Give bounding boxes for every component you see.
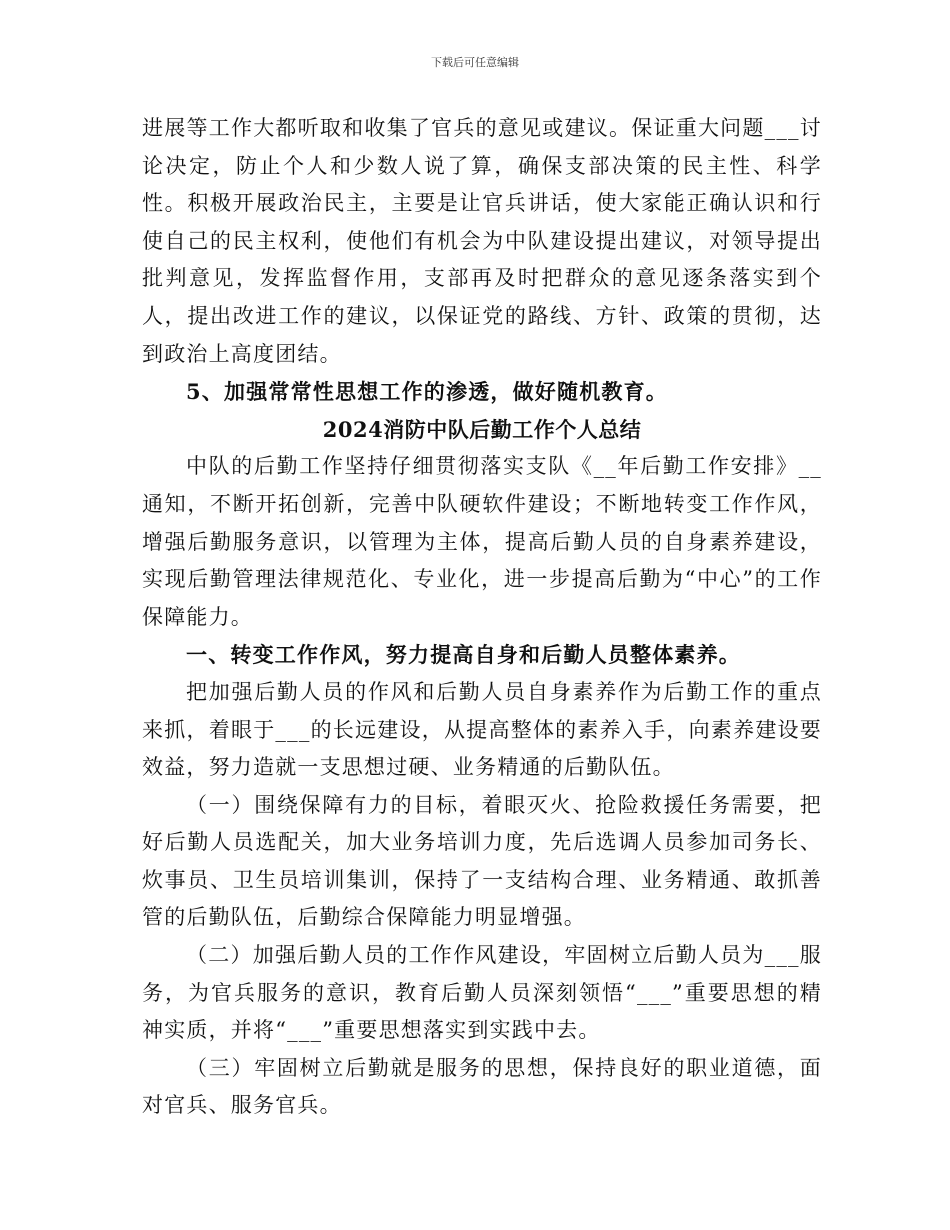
paragraph-sub-1: （一）围绕保障有力的目标，着眼灭火、抢险救援任务需要，把好后勤人员选配关，加大业务培训力度，先后选调人员参加司务长、炊事员、卫生员培训集训，保持了一支结构合理、业务精通、敢抓善管的后勤队伍，后勤综合保障能力明显增强。 <box>142 792 822 930</box>
section-1-heading: 一、转变工作作风，努力提高自身和后勤人员整体素养。 <box>186 642 741 668</box>
paragraph-intro: 中队的后勤工作坚持仔细贯彻落实支队《__年后勤工作安排》__通知，不断开拓创新，完善中队硬软件建设；不断地转变工作作风，增强后勤服务意识，以管理为主体，提高后勤人员的自身素养建设，实现后勤管理法律规范化、专业化，进一步提高后勤为“中心”的工作保障能力。 <box>142 454 822 629</box>
page-header: 下载后可任意编辑 <box>431 56 519 69</box>
paragraph-sub-2: （二）加强后勤人员的工作作风建设，牢固树立后勤人员为___服务，为官兵服务的意识，教育后勤人员深刻领悟“___”重要思想的精神实质，并将“___”重要思想落实到实践中去。 <box>142 943 822 1043</box>
paragraph-sub-3: （三）牢固树立后勤就是服务的思想，保持良好的职业道德，面对官兵、服务官兵。 <box>142 1055 822 1118</box>
paragraph-political-democracy: 进展等工作大都听取和收集了官兵的意见或建议。保证重大问题___讨论决定，防止个人和少数人说了算，确保支部决策的民主性、科学性。积极开展政治民主，主要是让官兵讲话，使大家能正确认识和行使自己的民主权利，使他们有机会为中队建设提出建议，对领导提出批判意见，发挥监督作用，支部再及时把群众的意见逐条落实到个人，提出改进工作的建议，以保证党的路线、方针、政策的贯彻，达到政治上高度团结。 <box>142 116 822 366</box>
document-body <box>142 110 822 1125</box>
item-5-heading: 5、加强常常性思想工作的渗透，做好随机教育。 <box>186 379 669 405</box>
document-title: 2024消防中队后勤工作个人总结 <box>322 416 642 442</box>
paragraph-section-1: 把加强后勤人员的作风和后勤人员自身素养作为后勤工作的重点来抓，着眼于___的长远建设，从提高整体的素养入手，向素养建设要效益，努力造就一支思想过硬、业务精通的后勤队伍。 <box>142 679 822 780</box>
